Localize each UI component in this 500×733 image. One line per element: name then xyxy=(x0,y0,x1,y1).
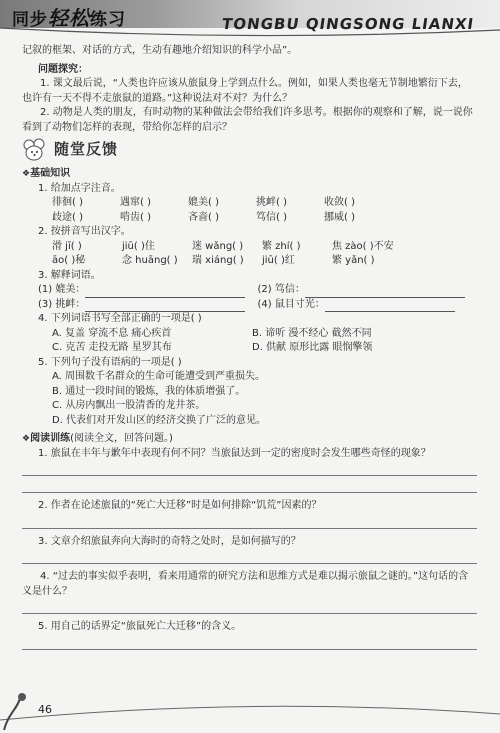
q2-item: 繁 yǎn( ) xyxy=(332,255,375,266)
basic-q4-row2 xyxy=(22,341,477,356)
basic-q4-row1 xyxy=(22,327,477,342)
answer-line[interactable] xyxy=(22,639,477,650)
reading-q5: 5. 用自己的话界定“旅鼠死亡大迁移”的含义。 xyxy=(38,621,242,632)
diamond-icon: ❖ xyxy=(22,434,31,444)
q4-option: A. 复盖 穿流不息 痛心疾首 xyxy=(52,327,172,339)
header-curve xyxy=(0,26,500,40)
q1-item: 挪威( ) xyxy=(324,211,355,223)
feedback-title: 随堂反馈 xyxy=(54,140,119,159)
reading-q1: 1. 旅鼠在丰年与歉年中表现有何不同？当旅鼠达到一定的密度时会发生哪些奇怪的现象？ xyxy=(38,447,431,459)
page-number: 46 xyxy=(38,703,52,716)
intro-line: 记叙的框架、对话的方式，生动有趣地介绍知识的科学小品”。 xyxy=(22,45,298,56)
basic-q1-row2 xyxy=(22,211,477,226)
q5-option: C. 从房内飘出一股清香的龙井茶。 xyxy=(52,400,206,411)
q5-option: B. 通过一段时间的锻炼，我的体质增强了。 xyxy=(52,385,246,397)
q1-item: 遇窜( ) xyxy=(120,197,151,208)
inquiry-q1: 1. 课文最后说，“人类也许应该从旅鼠身上学到点什么。例如，如果人类也毫无节制地繁衍下去，也许有一天不得不走旅鼠的道路。”这种说法对不对？为什么？ xyxy=(22,78,468,104)
q4-option: D. 供献 原形比露 眼悯擎领 xyxy=(252,342,373,353)
reading-subtitle: (阅读全文，回答问题。) xyxy=(70,433,173,444)
q1-item: 歧途( ) xyxy=(52,211,83,223)
page-content xyxy=(22,44,477,656)
basic-q3-row2 xyxy=(22,298,477,313)
header-pinyin: TONGBU QINGSONG LIANXI xyxy=(220,15,476,33)
diamond-icon: ❖ xyxy=(22,169,31,179)
q1-item: 吝啬( ) xyxy=(188,211,219,223)
answer-blank[interactable] xyxy=(85,287,245,298)
q1-item: 啃齿( ) xyxy=(120,211,151,223)
q2-item: 迷 wǎng( ) xyxy=(192,240,244,252)
answer-blank[interactable] xyxy=(85,301,245,312)
basic-q5-title: 5. 下列句子没有语病的一项是( ) xyxy=(38,356,182,368)
q1-item: 徘徊( ) xyxy=(52,197,83,208)
basic-q2-row1 xyxy=(22,240,477,255)
q1-item: 收敛( ) xyxy=(324,197,355,208)
q5-option: D. 代表们对开发山区的经济交换了广泛的意见。 xyxy=(52,414,267,426)
reading-q2: 2. 作者在论述旅鼠的“死亡大迁移”时是如何排除“饥荒”因素的？ xyxy=(38,500,322,511)
answer-line[interactable] xyxy=(22,518,477,529)
answer-line[interactable] xyxy=(22,465,477,476)
basic-q3-row1 xyxy=(22,283,477,298)
q3-item xyxy=(38,298,258,313)
basic-title-text: 基础知识 xyxy=(30,168,71,179)
answer-line[interactable] xyxy=(22,553,477,564)
q4-option: C. 克苦 走投无路 星罗其布 xyxy=(52,342,172,353)
q1-item: 媲美( ) xyxy=(188,197,219,208)
q3-label: (1) 媲美： xyxy=(38,284,86,295)
q2-item: jiū( )住 xyxy=(122,240,155,252)
reading-q3: 3. 文章介绍旅鼠奔向大海时的奇特之处时，是如何描写的？ xyxy=(38,535,301,547)
q5-option: A. 周围数千名群众的生命可能遭受到严重损失。 xyxy=(52,371,266,382)
reading-q4: 4. “过去的事实似乎表明，看来用通常的研究方法和思维方式是难以揭示旅鼠之谜的。”这句话的含义是什么？ xyxy=(22,571,469,597)
basic-q2-title: 2. 按拼音写出汉字。 xyxy=(38,226,131,237)
inquiry-q2: 2. 动物是人类的朋友，有时动物的某种做法会带给我们许多思考。根据你的观察和了解，说一说你看到了动物们怎样的表现，带给你怎样的启示？ xyxy=(22,107,473,133)
header-title-left: 同步 xyxy=(12,10,48,30)
q3-label: (4) 鼠目寸光： xyxy=(257,298,325,310)
q2-item: 瑞 xiáng( ) xyxy=(192,255,244,266)
q2-item: 滑 jī( ) xyxy=(52,240,82,252)
q3-item xyxy=(258,283,478,298)
page-header xyxy=(0,0,500,40)
header-title-mid: 轻松 xyxy=(48,6,90,30)
bottom-curve xyxy=(0,690,500,733)
inquiry-title: 问题探究： xyxy=(38,63,88,75)
basic-q4-title: 4. 下列词语书写全部正确的一项是( ) xyxy=(38,313,202,324)
header-title-right: 练习 xyxy=(90,10,126,30)
basic-title xyxy=(22,167,477,182)
answer-line[interactable] xyxy=(22,482,477,493)
q4-option: B. 谛听 漫不经心 截然不同 xyxy=(252,327,372,339)
answer-line[interactable] xyxy=(22,603,477,614)
q3-item xyxy=(38,283,258,298)
answer-blank[interactable] xyxy=(305,287,465,298)
reading-title-text: 阅读训练 xyxy=(30,433,71,444)
q1-item: 挑衅( ) xyxy=(256,197,287,208)
reading-title xyxy=(22,432,477,447)
basic-q1-title: 1. 给加点字注音。 xyxy=(38,182,121,194)
q3-label: (3) 挑衅： xyxy=(38,298,86,310)
q2-item: 念 huāng( ) xyxy=(122,255,178,266)
q3-item xyxy=(258,298,478,313)
basic-q2-row2 xyxy=(22,254,477,269)
q3-label: (2) 笃信： xyxy=(257,284,305,295)
answer-blank[interactable] xyxy=(325,301,455,312)
q2-item: 繁 zhí( ) xyxy=(262,240,301,252)
feedback-banner xyxy=(22,137,477,163)
q2-item: jiū( )红 xyxy=(262,255,295,266)
basic-q1-row1 xyxy=(22,196,477,211)
q2-item: 焦 zào( )不安 xyxy=(332,240,394,252)
basic-q3-title: 3. 解释词语。 xyxy=(38,269,101,281)
q1-item: 笃信( ) xyxy=(256,211,287,223)
q2-item: āo( )秘 xyxy=(52,255,86,266)
mouse-icon xyxy=(22,138,48,162)
